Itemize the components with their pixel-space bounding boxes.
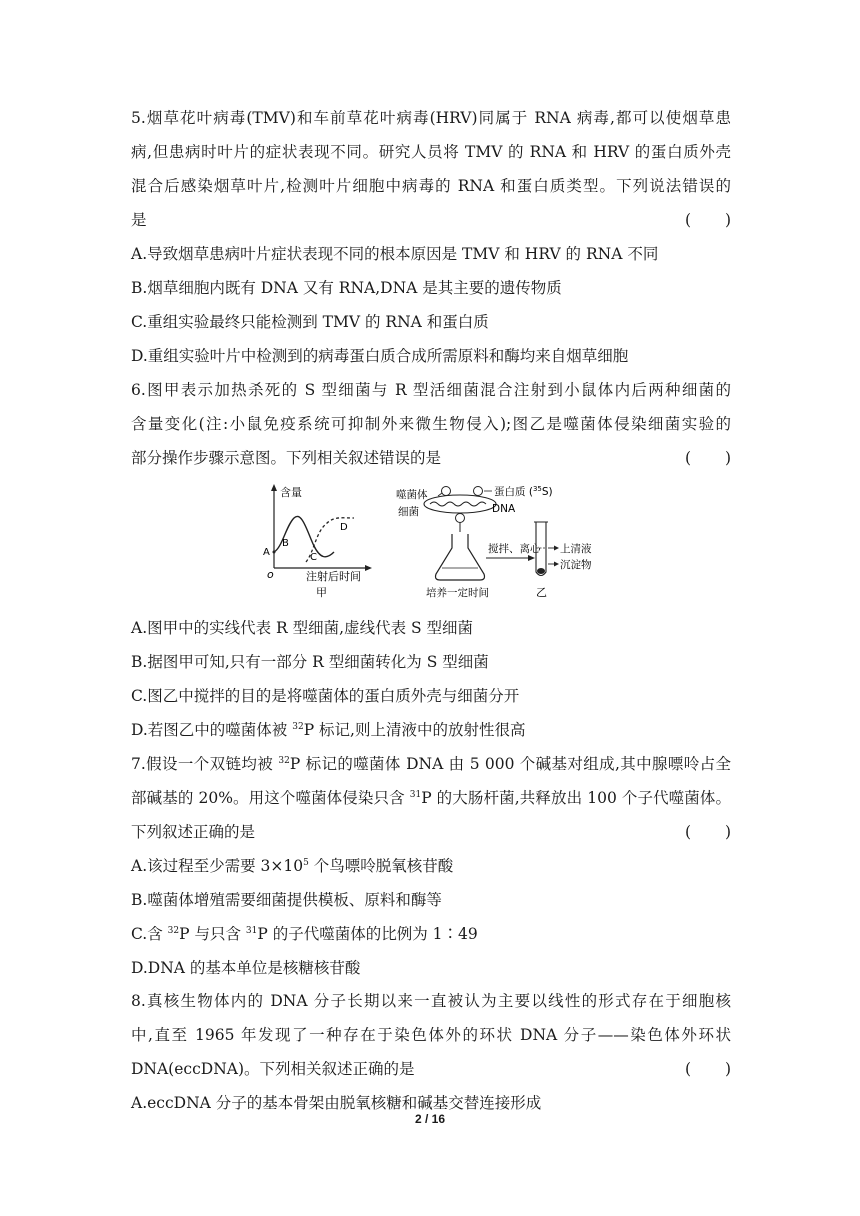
phage-head-2 bbox=[474, 487, 483, 496]
option-b: B.噬菌体增殖需要细菌提供模板、原料和酶等 bbox=[131, 891, 442, 909]
option-d: D.若图乙中的噬菌体被 $^{32}$P 标记,则上清液中的放射性很高 bbox=[131, 721, 526, 739]
option-d: D.DNA 的基本单位是核糖核苷酸 bbox=[131, 959, 361, 977]
x-axis-label: 注射后时间 bbox=[306, 570, 361, 583]
point-a-label: A bbox=[263, 547, 270, 558]
question-7 bbox=[131, 747, 731, 985]
dna-label: DNA bbox=[492, 503, 516, 515]
culture-label: 培养一定时间 bbox=[426, 587, 489, 599]
stir-label: 搅拌、离心 bbox=[488, 543, 541, 555]
question-8 bbox=[131, 984, 731, 1120]
question-5-stem-line: 病,但患病时叶片的症状表现不同。研究人员将 TMV 的 RNA 和 HRV 的蛋白质外壳 bbox=[131, 143, 731, 161]
question-5 bbox=[131, 101, 731, 373]
question-6-options bbox=[131, 611, 731, 747]
question-7-stem-line: 部碱基的 20%。用这个噬菌体侵染只含 $^{31}$P 的大肠杆菌,共释放出 100 个子代噬菌体。 bbox=[131, 789, 731, 807]
sediment-arrowhead bbox=[554, 562, 559, 567]
option-a: A.图甲中的实线代表 R 型细菌,虚线代表 S 型细菌 bbox=[131, 619, 474, 637]
protein-label: 蛋白质 ($^{35}$S) bbox=[494, 485, 553, 498]
x-axis-arrow bbox=[365, 565, 372, 571]
option-b: B.烟草细胞内既有 DNA 又有 RNA,DNA 是其主要的遗传物质 bbox=[131, 279, 562, 297]
question-7-stem-line: 7.假设一个双链均被 $^{32}$P 标记的噬菌体 DNA 由 5 000 个碱基对组成,其中腺嘌呤占全 bbox=[131, 755, 731, 773]
phage-head-1 bbox=[442, 487, 451, 496]
sediment-pellet bbox=[537, 568, 545, 574]
option-c: C.重组实验最终只能检测到 TMV 的 RNA 和蛋白质 bbox=[131, 313, 489, 331]
point-a-marker bbox=[273, 551, 276, 554]
question-6-stem-line: 含量变化(注:小鼠免疫系统可抑制外来微生物侵入);图乙是噬菌体侵染细菌实验的 bbox=[131, 415, 731, 433]
point-b-label: B bbox=[282, 538, 289, 549]
option-a: A.eccDNA 分子的基本骨架由脱氧核糖和碱基交替连接形成 bbox=[131, 1094, 542, 1112]
point-c-label: C bbox=[310, 552, 317, 563]
solid-curve bbox=[274, 516, 334, 556]
question-6 bbox=[131, 373, 731, 475]
option-c: C.含 $^{32}$P 与只含 $^{31}$P 的子代噬菌体的比例为 1∶49 bbox=[131, 925, 478, 943]
question-6-figure bbox=[260, 482, 610, 602]
question-5-stem-line: 5.烟草花叶病毒(TMV)和车前草花叶病毒(HRV)同属于 RNA 病毒,都可以使烟草患 bbox=[131, 109, 731, 127]
bacteria-label: 细菌 bbox=[398, 506, 419, 518]
answer-bracket: ( ) bbox=[685, 1060, 731, 1078]
page-number: 2 / 16 bbox=[414, 1112, 446, 1126]
option-c: C.图乙中搅拌的目的是将噬菌体的蛋白质外壳与细菌分开 bbox=[131, 687, 520, 705]
question-7-stem-line: 下列叙述正确的是 ( ) bbox=[131, 815, 731, 849]
y-axis-label: 含量 bbox=[280, 486, 302, 499]
bacterial-dna bbox=[430, 502, 486, 506]
y-axis-arrow bbox=[271, 484, 277, 491]
phage-leader bbox=[438, 493, 442, 496]
question-6-stem-line: 6.图甲表示加热杀死的 S 型细菌与 R 型活细菌混合注射到小鼠体内后两种细菌的 bbox=[131, 381, 731, 399]
process-arrowhead bbox=[528, 555, 535, 561]
question-8-stem-line: 中,直至 1965 年发现了一种存在于染色体外的环状 DNA 分子——染色体外环状 bbox=[131, 1026, 731, 1044]
sediment-label: 沉淀物 bbox=[560, 559, 592, 571]
option-b: B.据图甲可知,只有一部分 R 型细菌转化为 S 型细菌 bbox=[131, 653, 489, 671]
option-a: A.导致烟草患病叶片症状表现不同的根本原因是 TMV 和 HRV 的 RNA 不同 bbox=[131, 245, 659, 263]
supernatant-arrowhead bbox=[554, 546, 559, 551]
point-d-label: D bbox=[340, 522, 348, 533]
question-6-stem-line: 部分操作步骤示意图。下列相关叙述错误的是 ( ) bbox=[131, 441, 731, 475]
figure-yi-diagram bbox=[396, 485, 592, 599]
supernatant-label: 上清液 bbox=[560, 543, 592, 555]
answer-bracket: ( ) bbox=[685, 449, 731, 467]
question-8-stem-line: DNA(eccDNA)。下列相关叙述正确的是 ( ) bbox=[131, 1052, 731, 1086]
question-8-stem-line: 8.真核生物体内的 DNA 分子长期以来一直被认为主要以线性的形式存在于细胞核 bbox=[131, 992, 731, 1010]
phage-head-3 bbox=[456, 514, 465, 523]
option-a: A.该过程至少需要 $3\times 10^5$ 个鸟嘌呤脱氧核苷酸 bbox=[131, 857, 454, 875]
figure-jia-graph bbox=[263, 484, 372, 599]
option-d: D.重组实验叶片中检测到的病毒蛋白质合成所需原料和酶均来自烟草细胞 bbox=[131, 347, 629, 365]
origin-label: o bbox=[267, 568, 274, 581]
question-5-stem-line: 是 ( ) bbox=[131, 203, 731, 237]
answer-bracket: ( ) bbox=[685, 211, 731, 229]
bacterium-shape bbox=[424, 495, 496, 513]
answer-bracket: ( ) bbox=[685, 823, 731, 841]
figure-jia-caption: 甲 bbox=[316, 586, 327, 599]
question-5-stem-line: 混合后感染烟草叶片,检测叶片细胞中病毒的 RNA 和蛋白质类型。下列说法错误的 bbox=[131, 177, 731, 195]
phage-label: 噬菌体 bbox=[396, 489, 428, 501]
culture-flask bbox=[436, 534, 485, 580]
figure-yi-caption: 乙 bbox=[536, 586, 547, 599]
